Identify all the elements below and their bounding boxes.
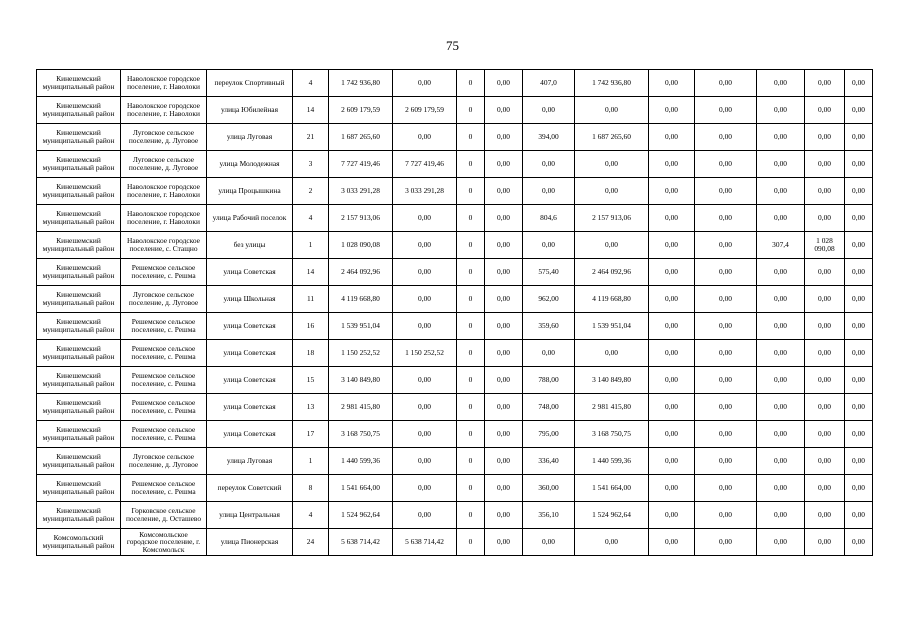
cell-house-number: 24 [293, 529, 329, 556]
cell-cost-col-2: 0,00 [485, 97, 523, 124]
cell-cost-col-3: 3 140 849,80 [575, 367, 649, 394]
cell-cost-col-6: 0,00 [805, 475, 845, 502]
cell-cost-col-2: 0,00 [485, 502, 523, 529]
table-row [37, 340, 873, 367]
cell-cost-col-1: 3 033 291,28 [393, 178, 457, 205]
cell-cost-col-4: 0,00 [649, 421, 695, 448]
cell-area-col-2: 0,00 [757, 124, 805, 151]
cell-cost-col-4: 0,00 [649, 151, 695, 178]
cell-settlement: Решемское сельское поселение, с. Решма [121, 475, 207, 502]
cell-area-col-2: 0,00 [757, 421, 805, 448]
cell-cost-col-1: 2 609 179,59 [393, 97, 457, 124]
cell-municipal-district: Кинешемский муниципальный район [37, 124, 121, 151]
cell-cost-col-6: 0,00 [805, 421, 845, 448]
cell-total-cost: 4 119 668,80 [329, 286, 393, 313]
cell-cost-col-3: 0,00 [575, 97, 649, 124]
table-row [37, 421, 873, 448]
cell-cost-col-7: 0,00 [845, 151, 873, 178]
cell-cost-col-2: 0,00 [485, 475, 523, 502]
cell-area-col: 359,60 [523, 313, 575, 340]
cell-cost-col-3: 1 687 265,60 [575, 124, 649, 151]
cell-area-col-2: 0,00 [757, 70, 805, 97]
cell-cost-col-5: 0,00 [695, 97, 757, 124]
cell-cost-col-4: 0,00 [649, 259, 695, 286]
cell-street: улица Рабочий поселок [207, 205, 293, 232]
cell-count-col: 0 [457, 259, 485, 286]
cell-street: улица Советская [207, 421, 293, 448]
cell-house-number: 15 [293, 367, 329, 394]
cell-cost-col-1: 0,00 [393, 205, 457, 232]
cell-cost-col-5: 0,00 [695, 151, 757, 178]
cell-cost-col-2: 0,00 [485, 394, 523, 421]
cell-cost-col-4: 0,00 [649, 367, 695, 394]
cell-cost-col-6: 0,00 [805, 367, 845, 394]
cell-count-col: 0 [457, 178, 485, 205]
table-row [37, 367, 873, 394]
cell-municipal-district: Кинешемский муниципальный район [37, 394, 121, 421]
cell-cost-col-1: 0,00 [393, 448, 457, 475]
cell-total-cost: 2 609 179,59 [329, 97, 393, 124]
cell-count-col: 0 [457, 475, 485, 502]
register-table [36, 69, 873, 556]
cell-area-col: 394,00 [523, 124, 575, 151]
cell-total-cost: 3 140 849,80 [329, 367, 393, 394]
cell-cost-col-7: 0,00 [845, 367, 873, 394]
cell-area-col: 407,0 [523, 70, 575, 97]
table-row [37, 151, 873, 178]
cell-cost-col-6: 0,00 [805, 286, 845, 313]
cell-cost-col-7: 0,00 [845, 97, 873, 124]
cell-street: переулок Советский [207, 475, 293, 502]
cell-cost-col-1: 0,00 [393, 313, 457, 340]
page-number: 75 [446, 38, 459, 53]
cell-area-col-2: 0,00 [757, 259, 805, 286]
cell-house-number: 2 [293, 178, 329, 205]
table-row [37, 502, 873, 529]
cell-cost-col-3: 2 157 913,06 [575, 205, 649, 232]
cell-cost-col-4: 0,00 [649, 448, 695, 475]
cell-total-cost: 2 157 913,06 [329, 205, 393, 232]
cell-area-col: 0,00 [523, 529, 575, 556]
cell-settlement: Наволокское городское поселение, с. Стащно [121, 232, 207, 259]
cell-cost-col-3: 3 168 750,75 [575, 421, 649, 448]
cell-total-cost: 5 638 714,42 [329, 529, 393, 556]
cell-area-col: 0,00 [523, 97, 575, 124]
cell-count-col: 0 [457, 529, 485, 556]
cell-house-number: 11 [293, 286, 329, 313]
cell-count-col: 0 [457, 448, 485, 475]
cell-street: улица Школьная [207, 286, 293, 313]
table-body [37, 70, 873, 556]
cell-cost-col-4: 0,00 [649, 286, 695, 313]
cell-cost-col-6: 0,00 [805, 205, 845, 232]
cell-cost-col-1: 0,00 [393, 232, 457, 259]
cell-cost-col-7: 0,00 [845, 70, 873, 97]
cell-count-col: 0 [457, 286, 485, 313]
cell-cost-col-4: 0,00 [649, 313, 695, 340]
cell-settlement: Решемское сельское поселение, с. Решма [121, 259, 207, 286]
cell-municipal-district: Кинешемский муниципальный район [37, 70, 121, 97]
cell-cost-col-6: 0,00 [805, 529, 845, 556]
table-row [37, 70, 873, 97]
cell-cost-col-1: 0,00 [393, 286, 457, 313]
cell-cost-col-6: 0,00 [805, 340, 845, 367]
cell-municipal-district: Кинешемский муниципальный район [37, 367, 121, 394]
cell-count-col: 0 [457, 124, 485, 151]
cell-settlement: Наволокское городское поселение, г. Наволоки [121, 178, 207, 205]
cell-house-number: 3 [293, 151, 329, 178]
cell-cost-col-4: 0,00 [649, 97, 695, 124]
cell-house-number: 21 [293, 124, 329, 151]
cell-cost-col-7: 0,00 [845, 232, 873, 259]
cell-cost-col-3: 0,00 [575, 529, 649, 556]
cell-cost-col-6: 0,00 [805, 151, 845, 178]
cell-house-number: 14 [293, 97, 329, 124]
cell-cost-col-1: 0,00 [393, 475, 457, 502]
table-row [37, 232, 873, 259]
cell-municipal-district: Кинешемский муниципальный район [37, 286, 121, 313]
cell-area-col: 748,00 [523, 394, 575, 421]
cell-total-cost: 1 539 951,04 [329, 313, 393, 340]
table-row [37, 448, 873, 475]
cell-street: без улицы [207, 232, 293, 259]
cell-cost-col-1: 1 150 252,52 [393, 340, 457, 367]
cell-cost-col-7: 0,00 [845, 178, 873, 205]
cell-cost-col-2: 0,00 [485, 70, 523, 97]
cell-cost-col-3: 1 440 599,36 [575, 448, 649, 475]
cell-house-number: 14 [293, 259, 329, 286]
cell-area-col-2: 0,00 [757, 448, 805, 475]
cell-municipal-district: Кинешемский муниципальный район [37, 502, 121, 529]
cell-area-col: 0,00 [523, 151, 575, 178]
cell-cost-col-7: 0,00 [845, 502, 873, 529]
cell-area-col-2: 0,00 [757, 529, 805, 556]
cell-area-col: 360,00 [523, 475, 575, 502]
cell-count-col: 0 [457, 394, 485, 421]
cell-area-col-2: 0,00 [757, 178, 805, 205]
cell-settlement: Решемское сельское поселение, с. Решма [121, 367, 207, 394]
cell-total-cost: 1 687 265,60 [329, 124, 393, 151]
cell-street: улица Советская [207, 313, 293, 340]
cell-cost-col-2: 0,00 [485, 205, 523, 232]
cell-street: улица Советская [207, 394, 293, 421]
cell-settlement: Луговское сельское поселение, д. Луговое [121, 448, 207, 475]
cell-house-number: 16 [293, 313, 329, 340]
cell-cost-col-7: 0,00 [845, 205, 873, 232]
cell-cost-col-5: 0,00 [695, 394, 757, 421]
cell-area-col: 804,6 [523, 205, 575, 232]
cell-settlement: Луговское сельское поселение, д. Луговое [121, 286, 207, 313]
cell-total-cost: 1 541 664,00 [329, 475, 393, 502]
cell-cost-col-5: 0,00 [695, 124, 757, 151]
cell-cost-col-7: 0,00 [845, 421, 873, 448]
cell-municipal-district: Кинешемский муниципальный район [37, 421, 121, 448]
cell-cost-col-5: 0,00 [695, 475, 757, 502]
cell-settlement: Комсомольское городское поселение, г. Комсомольск [121, 529, 207, 556]
cell-area-col-2: 307,4 [757, 232, 805, 259]
cell-area-col-2: 0,00 [757, 151, 805, 178]
cell-street: улица Юбилейная [207, 97, 293, 124]
cell-cost-col-3: 2 464 092,96 [575, 259, 649, 286]
table-row [37, 205, 873, 232]
cell-total-cost: 1 742 936,80 [329, 70, 393, 97]
cell-cost-col-4: 0,00 [649, 529, 695, 556]
cell-cost-col-7: 0,00 [845, 529, 873, 556]
cell-settlement: Наволокское городское поселение, г. Наволоки [121, 70, 207, 97]
cell-area-col: 0,00 [523, 232, 575, 259]
cell-count-col: 0 [457, 367, 485, 394]
cell-house-number: 4 [293, 205, 329, 232]
cell-settlement: Горковское сельское поселение, д. Осташево [121, 502, 207, 529]
cell-cost-col-1: 0,00 [393, 394, 457, 421]
cell-cost-col-7: 0,00 [845, 286, 873, 313]
table-row [37, 394, 873, 421]
cell-count-col: 0 [457, 97, 485, 124]
cell-street: улица Советская [207, 259, 293, 286]
cell-cost-col-5: 0,00 [695, 313, 757, 340]
table-row [37, 286, 873, 313]
cell-cost-col-1: 0,00 [393, 70, 457, 97]
cell-cost-col-5: 0,00 [695, 529, 757, 556]
cell-house-number: 8 [293, 475, 329, 502]
cell-cost-col-3: 0,00 [575, 232, 649, 259]
cell-cost-col-2: 0,00 [485, 151, 523, 178]
cell-cost-col-1: 0,00 [393, 259, 457, 286]
table-row [37, 124, 873, 151]
cell-area-col-2: 0,00 [757, 205, 805, 232]
cell-total-cost: 1 440 599,36 [329, 448, 393, 475]
cell-area-col-2: 0,00 [757, 394, 805, 421]
cell-street: улица Луговая [207, 124, 293, 151]
cell-count-col: 0 [457, 205, 485, 232]
cell-house-number: 4 [293, 70, 329, 97]
cell-street: улица Процышкина [207, 178, 293, 205]
cell-area-col-2: 0,00 [757, 475, 805, 502]
cell-cost-col-7: 0,00 [845, 124, 873, 151]
cell-cost-col-4: 0,00 [649, 475, 695, 502]
cell-house-number: 4 [293, 502, 329, 529]
cell-cost-col-7: 0,00 [845, 259, 873, 286]
cell-cost-col-5: 0,00 [695, 205, 757, 232]
cell-cost-col-6: 0,00 [805, 70, 845, 97]
cell-municipal-district: Кинешемский муниципальный район [37, 475, 121, 502]
cell-area-col: 356,10 [523, 502, 575, 529]
cell-street: улица Молодежная [207, 151, 293, 178]
cell-cost-col-4: 0,00 [649, 502, 695, 529]
cell-cost-col-2: 0,00 [485, 259, 523, 286]
cell-area-col-2: 0,00 [757, 367, 805, 394]
cell-cost-col-2: 0,00 [485, 367, 523, 394]
cell-cost-col-7: 0,00 [845, 313, 873, 340]
cell-cost-col-5: 0,00 [695, 340, 757, 367]
cell-cost-col-1: 0,00 [393, 502, 457, 529]
cell-cost-col-6: 0,00 [805, 178, 845, 205]
cell-house-number: 18 [293, 340, 329, 367]
cell-cost-col-1: 0,00 [393, 367, 457, 394]
cell-area-col: 0,00 [523, 340, 575, 367]
cell-cost-col-6: 0,00 [805, 124, 845, 151]
cell-municipal-district: Кинешемский муниципальный район [37, 178, 121, 205]
cell-cost-col-6: 0,00 [805, 97, 845, 124]
cell-settlement: Решемское сельское поселение, с. Решма [121, 340, 207, 367]
cell-area-col: 0,00 [523, 178, 575, 205]
cell-municipal-district: Комсомольский муниципальный район [37, 529, 121, 556]
table-row [37, 529, 873, 556]
cell-cost-col-2: 0,00 [485, 286, 523, 313]
cell-municipal-district: Кинешемский муниципальный район [37, 97, 121, 124]
cell-count-col: 0 [457, 70, 485, 97]
cell-total-cost: 1 524 962,64 [329, 502, 393, 529]
cell-area-col: 336,40 [523, 448, 575, 475]
cell-count-col: 0 [457, 421, 485, 448]
cell-cost-col-4: 0,00 [649, 232, 695, 259]
cell-count-col: 0 [457, 502, 485, 529]
table-row [37, 97, 873, 124]
cell-cost-col-2: 0,00 [485, 340, 523, 367]
cell-cost-col-7: 0,00 [845, 475, 873, 502]
cell-cost-col-1: 5 638 714,42 [393, 529, 457, 556]
cell-settlement: Луговское сельское поселение, д. Луговое [121, 151, 207, 178]
cell-house-number: 1 [293, 448, 329, 475]
cell-municipal-district: Кинешемский муниципальный район [37, 205, 121, 232]
cell-count-col: 0 [457, 340, 485, 367]
cell-municipal-district: Кинешемский муниципальный район [37, 232, 121, 259]
cell-cost-col-4: 0,00 [649, 340, 695, 367]
cell-cost-col-4: 0,00 [649, 394, 695, 421]
cell-municipal-district: Кинешемский муниципальный район [37, 151, 121, 178]
cell-municipal-district: Кинешемский муниципальный район [37, 448, 121, 475]
cell-cost-col-3: 1 541 664,00 [575, 475, 649, 502]
cell-total-cost: 2 981 415,80 [329, 394, 393, 421]
cell-cost-col-6: 1 028 090,08 [805, 232, 845, 259]
cell-settlement: Наволокское городское поселение, г. Наволоки [121, 97, 207, 124]
cell-cost-col-1: 0,00 [393, 124, 457, 151]
cell-cost-col-5: 0,00 [695, 259, 757, 286]
cell-count-col: 0 [457, 151, 485, 178]
table-row [37, 313, 873, 340]
cell-cost-col-4: 0,00 [649, 70, 695, 97]
cell-street: улица Пионерская [207, 529, 293, 556]
cell-total-cost: 3 168 750,75 [329, 421, 393, 448]
cell-cost-col-7: 0,00 [845, 448, 873, 475]
cell-settlement: Решемское сельское поселение, с. Решма [121, 421, 207, 448]
cell-street: улица Советская [207, 340, 293, 367]
cell-settlement: Наволокское городское поселение, г. Наволоки [121, 205, 207, 232]
cell-area-col-2: 0,00 [757, 502, 805, 529]
cell-cost-col-6: 0,00 [805, 448, 845, 475]
cell-cost-col-5: 0,00 [695, 421, 757, 448]
cell-cost-col-2: 0,00 [485, 124, 523, 151]
cell-cost-col-3: 4 119 668,80 [575, 286, 649, 313]
cell-area-col: 962,00 [523, 286, 575, 313]
cell-settlement: Решемское сельское поселение, с. Решма [121, 394, 207, 421]
cell-cost-col-3: 0,00 [575, 178, 649, 205]
table-row [37, 178, 873, 205]
cell-street: улица Советская [207, 367, 293, 394]
cell-cost-col-6: 0,00 [805, 394, 845, 421]
cell-cost-col-2: 0,00 [485, 421, 523, 448]
cell-cost-col-3: 1 539 951,04 [575, 313, 649, 340]
cell-cost-col-7: 0,00 [845, 394, 873, 421]
cell-area-col: 788,00 [523, 367, 575, 394]
cell-count-col: 0 [457, 313, 485, 340]
cell-cost-col-4: 0,00 [649, 205, 695, 232]
cell-area-col-2: 0,00 [757, 97, 805, 124]
cell-cost-col-5: 0,00 [695, 286, 757, 313]
cell-cost-col-3: 0,00 [575, 151, 649, 178]
cell-area-col: 575,40 [523, 259, 575, 286]
cell-cost-col-2: 0,00 [485, 313, 523, 340]
cell-total-cost: 2 464 092,96 [329, 259, 393, 286]
cell-cost-col-5: 0,00 [695, 448, 757, 475]
cell-cost-col-5: 0,00 [695, 367, 757, 394]
cell-house-number: 13 [293, 394, 329, 421]
cell-total-cost: 1 150 252,52 [329, 340, 393, 367]
cell-cost-col-3: 1 742 936,80 [575, 70, 649, 97]
cell-municipal-district: Кинешемский муниципальный район [37, 313, 121, 340]
cell-cost-col-7: 0,00 [845, 340, 873, 367]
cell-cost-col-4: 0,00 [649, 178, 695, 205]
table-row [37, 475, 873, 502]
cell-settlement: Решемское сельское поселение, с. Решма [121, 313, 207, 340]
cell-cost-col-2: 0,00 [485, 448, 523, 475]
cell-cost-col-1: 0,00 [393, 421, 457, 448]
cell-street: улица Центральная [207, 502, 293, 529]
cell-cost-col-5: 0,00 [695, 502, 757, 529]
cell-area-col-2: 0,00 [757, 340, 805, 367]
cell-settlement: Луговское сельское поселение, д. Луговое [121, 124, 207, 151]
cell-house-number: 1 [293, 232, 329, 259]
cell-cost-col-6: 0,00 [805, 502, 845, 529]
cell-area-col-2: 0,00 [757, 286, 805, 313]
cell-cost-col-1: 7 727 419,46 [393, 151, 457, 178]
cell-cost-col-6: 0,00 [805, 313, 845, 340]
cell-cost-col-2: 0,00 [485, 178, 523, 205]
cell-municipal-district: Кинешемский муниципальный район [37, 340, 121, 367]
cell-cost-col-5: 0,00 [695, 178, 757, 205]
cell-house-number: 17 [293, 421, 329, 448]
cell-cost-col-3: 0,00 [575, 340, 649, 367]
cell-street: улица Луговая [207, 448, 293, 475]
cell-cost-col-3: 2 981 415,80 [575, 394, 649, 421]
cell-area-col-2: 0,00 [757, 313, 805, 340]
cell-cost-col-5: 0,00 [695, 232, 757, 259]
cell-total-cost: 1 028 090,08 [329, 232, 393, 259]
cell-total-cost: 7 727 419,46 [329, 151, 393, 178]
table-row [37, 259, 873, 286]
cell-cost-col-2: 0,00 [485, 232, 523, 259]
cell-cost-col-3: 1 524 962,64 [575, 502, 649, 529]
cell-cost-col-5: 0,00 [695, 70, 757, 97]
cell-street: переулок Спортивный [207, 70, 293, 97]
cell-area-col: 795,00 [523, 421, 575, 448]
cell-cost-col-2: 0,00 [485, 529, 523, 556]
cell-cost-col-4: 0,00 [649, 124, 695, 151]
cell-total-cost: 3 033 291,28 [329, 178, 393, 205]
cell-cost-col-6: 0,00 [805, 259, 845, 286]
cell-municipal-district: Кинешемский муниципальный район [37, 259, 121, 286]
cell-count-col: 0 [457, 232, 485, 259]
